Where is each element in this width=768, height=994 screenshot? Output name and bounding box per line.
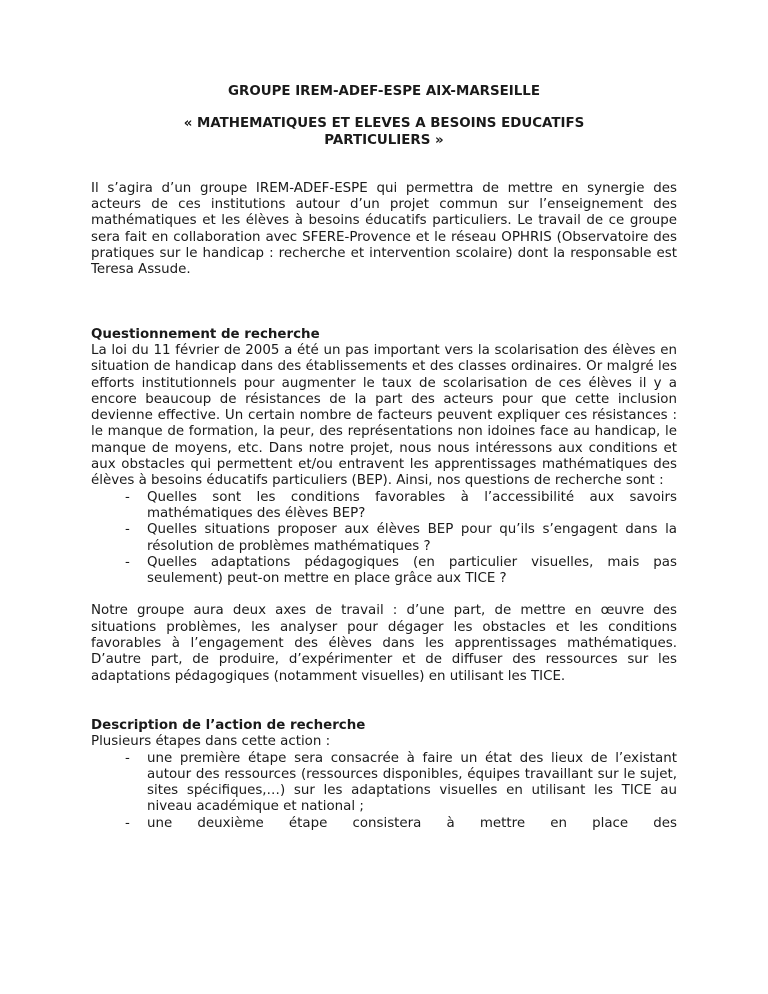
document-title: GROUPE IREM-ADEF-ESPE AIX-MARSEILLE bbox=[228, 84, 540, 99]
axes-paragraph: Notre groupe aura deux axes de travail : d’une part, de mettre en œuvre des situations problèmes, les analyser pour dégager les obstacles et les conditions favorables à l’engagement des élèves dans les apprentissages mathématiques. D’autre part, de produire, d’expérimenter et de diffuser des ressources sur les adaptations pédagogiques (notamment visuelles) en utilisant les TICE. bbox=[91, 603, 677, 684]
section-paragraph-questionnement: La loi du 11 février de 2005 a été un pas important vers la scolarisation des élèves en situation de handicap dans des établissements et des classes ordinaires. Or malgré les efforts institutionnels pour augmenter le taux de scolarisation de ces élèves il y a encore beaucoup de résistances de la part des acteurs pour que cette inclusion devienne effective. Un certain nombre de facteurs peuvent expliquer ces résistances : le manque de formation, la peur, des représentations non idoines face au handicap, le manque de moyens, etc. Dans notre projet, nous nous intéressons aux conditions et aux obstacles qui permettent et/ou entravent les apprentissages mathématiques des élèves à besoins éducatifs particuliers (BEP). Ainsi, nos questions de recherche sont : bbox=[91, 342, 677, 489]
document-subtitle: « MATHEMATIQUES ET ELEVES A BESOINS EDUCATIFS PARTICULIERS » bbox=[183, 116, 585, 148]
action-steps-list bbox=[91, 751, 677, 832]
section-heading-description: Description de l’action de recherche bbox=[91, 717, 366, 733]
research-questions-list bbox=[91, 490, 677, 588]
list-item bbox=[125, 522, 677, 555]
dash-bullet: - bbox=[125, 815, 130, 831]
document-page bbox=[91, 0, 677, 832]
list-item-text: une première étape sera consacrée à faire un état des lieux de l’existant autour des ressources (ressources disponibles, équipes travaillant sur le sujet, sites spécifiques,…) sur les adaptations visuelles en utilisant les TICE au niveau académique et national ; bbox=[147, 750, 677, 815]
list-item-text: Quelles adaptations pédagogiques (en particulier visuelles, mais pas seulement) peut-on mettre en place grâce aux TICE ? bbox=[147, 554, 677, 587]
intro-paragraph: Il s’agira d’un groupe IREM-ADEF-ESPE qui permettra de mettre en synergie des acteurs de ces institutions autour d’un projet commun sur l’enseignement des mathématiques et les élèves à besoins éducatifs particuliers. Le travail de ce groupe sera fait en collaboration avec SFERE-Provence et le réseau OPHRIS (Observatoire des pratiques sur le handicap : recherche et intervention scolaire) dont la responsable est Teresa Assude. bbox=[91, 180, 677, 278]
list-item-text: une deuxième étape consistera à mettre en place des bbox=[147, 815, 677, 831]
dash-bullet: - bbox=[125, 750, 130, 766]
section-heading-questionnement: Questionnement de recherche bbox=[91, 326, 320, 342]
list-item bbox=[125, 554, 677, 588]
dash-bullet: - bbox=[125, 522, 130, 538]
list-item-text: Quelles sont les conditions favorables à l’accessibilité aux savoirs mathématiques des élèves BEP? bbox=[147, 489, 677, 521]
list-item bbox=[125, 750, 677, 816]
list-item-text: Quelles situations proposer aux élèves BEP pour qu’ils s’engagent dans la résolution de problèmes mathématiques ? bbox=[147, 522, 677, 554]
list-item bbox=[125, 489, 677, 523]
dash-bullet: - bbox=[125, 554, 130, 570]
section-lead-description: Plusieurs étapes dans cette action : bbox=[91, 734, 331, 750]
list-item bbox=[125, 815, 677, 832]
dash-bullet: - bbox=[125, 489, 130, 505]
